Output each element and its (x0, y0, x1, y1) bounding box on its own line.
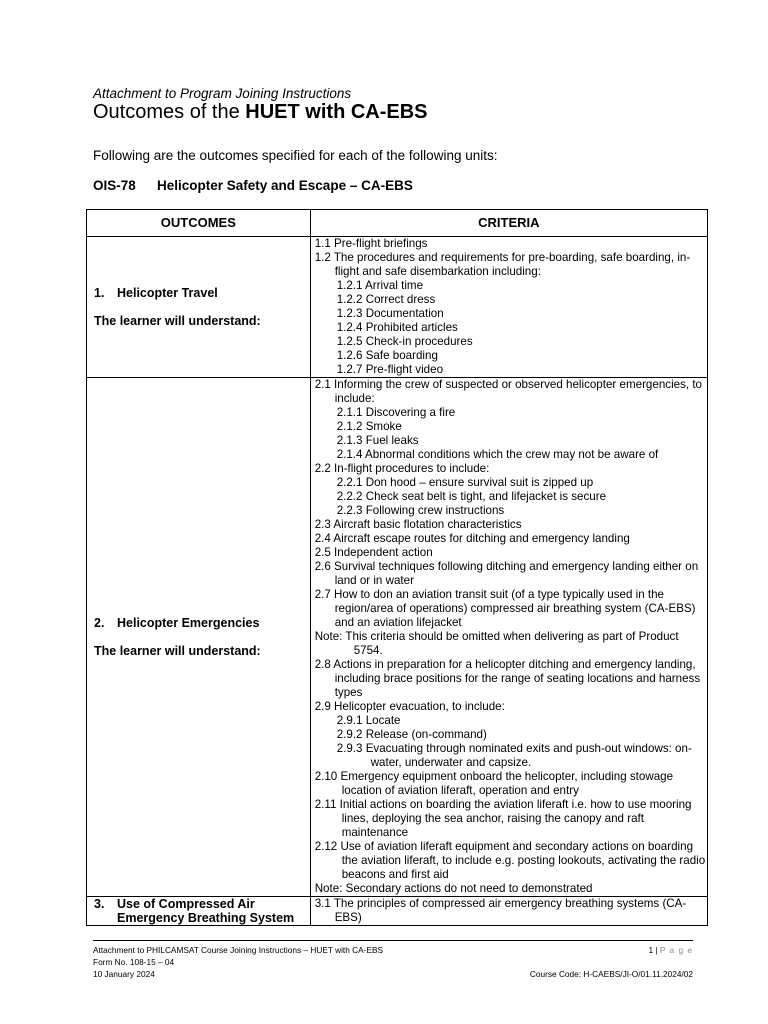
unit-name: Helicopter Safety and Escape – CA-EBS (157, 178, 413, 193)
criteria-item: 1.2.2 Correct dress (336, 293, 436, 306)
footer-form-no: Form No. 108-15 – 04 (93, 957, 175, 967)
table-row (87, 897, 708, 926)
criteria-item: 1.2.7 Pre-flight video (336, 363, 444, 376)
outcome-title (94, 616, 310, 630)
criteria-item: 2.1.1 Discovering a fire (336, 406, 456, 419)
table-row (87, 378, 708, 897)
footer-course-code: Course Code: H-CAEBS/JI-O/01.11.2024/02 (529, 969, 693, 979)
outcome-title-text: Helicopter Travel (117, 286, 218, 300)
criteria-item: 3.1 The principles of compressed air emergency breathing systems (CA-EBS) (314, 897, 687, 924)
criteria-item: Note: This criteria should be omitted when delivering as part of Product 5754. (314, 630, 679, 657)
criteria-item: 1.2 The procedures and requirements for pre-boarding, safe boarding, in-flight and safe disembarkation including: (314, 251, 691, 278)
outcomes-table (86, 209, 708, 926)
table-row (87, 237, 708, 378)
footer-rule (93, 940, 693, 941)
criteria-item: 2.2.3 Following crew instructions (336, 504, 505, 517)
criteria-item: 2.4 Aircraft escape routes for ditching and emergency landing (314, 532, 630, 545)
outcome-title (94, 897, 310, 925)
criteria-item: 1.2.3 Documentation (336, 307, 444, 320)
criteria-item: 2.7 How to don an aviation transit suit (of a type typically used in the region/area of operations) compressed air breathing system (CA-EBS) and an aviation lifejacket (314, 588, 696, 629)
page-title (93, 101, 428, 124)
outcome-cell (87, 237, 311, 378)
criteria-item: 1.1 Pre-flight briefings (314, 237, 428, 250)
criteria-item: 1.2.6 Safe boarding (336, 349, 438, 362)
criteria-item: 2.10 Emergency equipment onboard the helicopter, including stowage location of aviation liferaft, operation and entry (314, 770, 674, 797)
criteria-item: 2.11 Initial actions on boarding the aviation liferaft i.e. how to use mooring lines, deploying the sea anchor, raising the canopy and raft maintenance (314, 798, 692, 839)
outcome-number: 3. (94, 897, 105, 911)
intro-text: Following are the outcomes specified for each of the following units: (93, 148, 498, 163)
outcome-title-text: Helicopter Emergencies (117, 616, 260, 630)
col-criteria-header: CRITERIA (310, 210, 707, 237)
outcome-title (94, 286, 310, 300)
criteria-item: 1.2.1 Arrival time (336, 279, 424, 292)
criteria-item: 2.2.2 Check seat belt is tight, and lifejacket is secure (336, 490, 607, 503)
outcome-cell (87, 378, 311, 897)
page-number: 1 | P a g e (648, 945, 693, 955)
unit-heading (93, 178, 413, 193)
criteria-item: Note: Secondary actions do not need to demonstrated (314, 882, 593, 895)
title-prefix: Outcomes of the (93, 101, 246, 123)
criteria-item: 2.8 Actions in preparation for a helicopter ditching and emergency landing, including brace positions for the range of seating locations and harness types (314, 658, 701, 699)
outcome-learner-text: The learner will understand: (94, 644, 261, 658)
criteria-item: 1.2.4 Prohibited articles (336, 321, 458, 334)
outcome-title-text: Use of Compressed Air Emergency Breathing System (117, 897, 295, 925)
criteria-item: 2.1.3 Fuel leaks (336, 434, 419, 447)
criteria-cell (310, 378, 707, 897)
criteria-cell (310, 897, 707, 926)
criteria-item: 2.1.4 Abnormal conditions which the crew may not be aware of (336, 448, 659, 461)
criteria-item: 2.2.1 Don hood – ensure survival suit is zipped up (336, 476, 594, 489)
outcome-cell (87, 897, 311, 926)
outcome-learner-text: The learner will understand: (94, 314, 261, 328)
criteria-item: 1.2.5 Check-in procedures (336, 335, 473, 348)
criteria-item: 2.9.2 Release (on-command) (336, 728, 487, 741)
criteria-item: 2.5 Independent action (314, 546, 433, 559)
footer-date: 10 January 2024 (93, 969, 155, 979)
criteria-cell (310, 237, 707, 378)
criteria-item: 2.9 Helicopter evacuation, to include: (314, 700, 505, 713)
unit-code: OIS-78 (93, 178, 136, 193)
criteria-item: 2.2 In-flight procedures to include: (314, 462, 490, 475)
title-bold: HUET with CA-EBS (245, 101, 428, 123)
criteria-item: 2.1.2 Smoke (336, 420, 402, 433)
criteria-item: 2.9.3 Evacuating through nominated exits and push-out windows: on-water, underwater and capsize. (336, 742, 692, 769)
table-header-row (87, 210, 708, 237)
criteria-item: 2.6 Survival techniques following ditching and emergency landing either on land or in water (314, 560, 699, 587)
pre-title: Attachment to Program Joining Instructions (93, 86, 352, 101)
outcome-number: 2. (94, 616, 105, 630)
outcome-number: 1. (94, 286, 105, 300)
criteria-item: 2.3 Aircraft basic flotation characteristics (314, 518, 522, 531)
col-outcomes-header: OUTCOMES (87, 210, 311, 237)
criteria-item: 2.12 Use of aviation liferaft equipment and secondary actions on boarding the aviation liferaft, to include e.g. posting lookouts, activating the radio beacons and first aid (314, 840, 706, 881)
footer (93, 944, 693, 980)
criteria-item: 2.9.1 Locate (336, 714, 401, 727)
footer-doc-title: Attachment to PHILCAMSAT Course Joining Instructions – HUET with CA-EBS (93, 945, 384, 955)
criteria-item: 2.1 Informing the crew of suspected or observed helicopter emergencies, to include: (314, 378, 702, 405)
